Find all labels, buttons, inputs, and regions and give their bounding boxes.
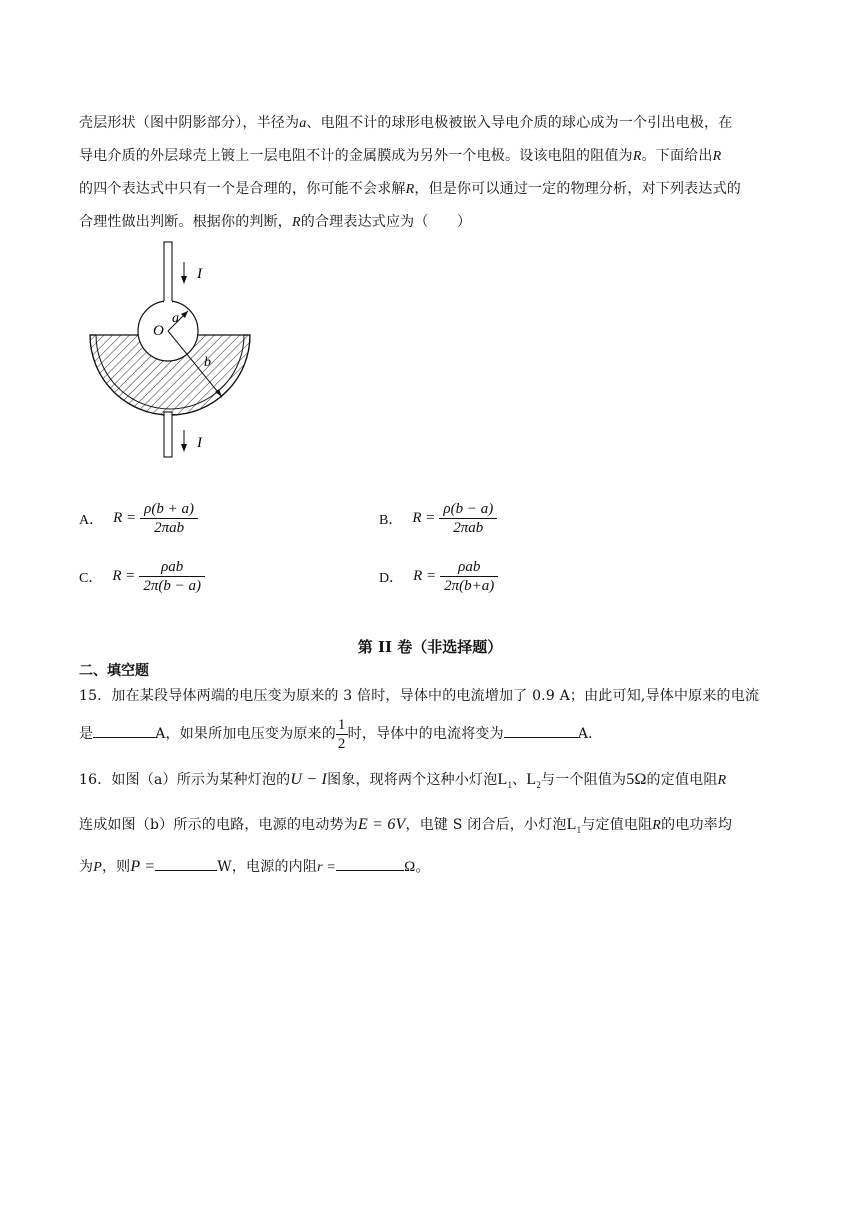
fraction-numerator: ρab <box>440 558 498 577</box>
fraction-numerator: ρ(b + a) <box>140 500 198 519</box>
q15-text: A． <box>577 726 603 742</box>
intro-text: 导电介质的外层球壳上镀上一层电阻不计的金属膜成为另外一个电极。设该电阻的阻值为 <box>79 148 633 164</box>
q16-text: 16．如图（a）所示为某种灯泡的 <box>79 772 291 788</box>
q16-text: 的定值电阻 <box>646 772 718 788</box>
var-R: R <box>292 215 301 230</box>
var-R: R <box>712 149 722 164</box>
intro-text: 、电阻不计的球形电极被嵌入导电介质的球心成为一个引出电极，在 <box>306 115 733 131</box>
bottom-lead <box>164 412 172 457</box>
answer-blank[interactable] <box>93 723 155 738</box>
lamp-L2: L <box>526 771 537 788</box>
lamp-L1: L <box>566 816 577 833</box>
q15-text: 时，导体中的电流将变为 <box>347 726 504 742</box>
fraction-denominator: 2πab <box>154 520 185 536</box>
fraction-denominator: 2πab <box>453 520 484 536</box>
intro-text: 的合理表达式应为（ ） <box>300 214 472 230</box>
intro-line-4 <box>79 212 471 233</box>
label-b: b <box>204 355 211 370</box>
answer-blank[interactable] <box>155 856 217 871</box>
option-label: C． <box>79 570 103 586</box>
q16-text: W，电源的内阻 <box>217 859 318 875</box>
q15-line-1 <box>79 686 759 706</box>
lamp-subscript: 1 <box>507 779 513 790</box>
lamp-subscript: 2 <box>536 779 542 790</box>
q16-text: 的电功率均 <box>661 817 733 833</box>
option-lhs: R = <box>412 510 436 526</box>
q15-line-2 <box>79 712 602 756</box>
var-R: R <box>717 773 727 788</box>
q15-text: 15．加在某段导体两端的电压变为原来的 3 倍时，导体中的电流增加了 0.9 A；由此可知,导体中原来的电流 <box>79 688 760 704</box>
var-P-eq: P = <box>130 858 156 875</box>
option-fraction <box>440 558 498 595</box>
q15-text: 是 <box>79 726 94 742</box>
option-label: A． <box>79 512 104 528</box>
var-P: P <box>93 860 102 875</box>
q16-text: 、 <box>512 772 527 788</box>
answer-blank[interactable] <box>336 856 404 871</box>
answer-blank[interactable] <box>504 723 578 738</box>
q16-line-3 <box>79 856 431 878</box>
intro-text: 合理性做出判断。根据你的判断， <box>79 214 292 230</box>
label-a: a <box>172 311 179 326</box>
q16-text: 连成如图（b）所示的电路，电源的电动势为 <box>79 817 358 833</box>
intro-line-1 <box>79 113 732 134</box>
lamp-subscript: 1 <box>576 824 582 835</box>
option-a[interactable] <box>79 500 198 537</box>
top-lead <box>164 242 172 302</box>
lamp-L1: L <box>497 771 508 788</box>
q16-text: 与一个阻值为 <box>541 772 627 788</box>
option-d[interactable] <box>379 558 498 595</box>
var-R: R <box>652 818 662 833</box>
subheading: 二、填空题 <box>79 663 149 679</box>
intro-text: 的四个表达式中只有一个是合理的，你可能不会求解 <box>79 181 406 197</box>
intro-line-3 <box>79 179 741 200</box>
option-lhs: R = <box>112 568 136 584</box>
fraction-denominator: 2π(b+a) <box>444 578 495 594</box>
hemisphere-electrode-figure <box>80 240 270 462</box>
q16-text: 为 <box>79 859 94 875</box>
intro-text: ，但是你可以通过一定的物理分析，对下列表达式的 <box>414 181 741 197</box>
q16-line-1 <box>79 770 726 795</box>
fraction-denominator: 2 <box>337 735 346 752</box>
option-b[interactable] <box>379 500 497 537</box>
q16-line-2 <box>79 815 732 840</box>
emf-value: E = 6V <box>357 816 406 833</box>
option-fraction <box>139 558 205 595</box>
q15-text: A，如果所加电压变为原来的 <box>155 726 336 742</box>
q16-text: ，电键 S 闭合后，小灯泡 <box>405 817 567 833</box>
intro-text: 壳层形状（图中阴影部分），半径为 <box>79 115 300 131</box>
q16-text: Ω。 <box>404 859 431 875</box>
one-half-fraction <box>336 716 348 753</box>
label-I-bottom: I <box>197 435 202 451</box>
option-c[interactable] <box>79 558 205 595</box>
q16-text: ，则 <box>101 859 131 875</box>
resistance-value: 5Ω <box>626 771 647 788</box>
ui-symbol: U − I <box>290 771 328 788</box>
option-lhs: R = <box>413 568 437 584</box>
var-a: a <box>299 116 307 131</box>
var-r-eq: r = <box>317 860 337 875</box>
var-R: R <box>405 182 415 197</box>
option-fraction <box>439 500 497 537</box>
option-label: B． <box>379 512 403 528</box>
label-I-top: I <box>197 266 202 282</box>
option-fraction <box>140 500 198 537</box>
fraction-numerator: ρab <box>139 558 205 577</box>
option-lhs: R = <box>113 510 137 526</box>
fraction-denominator: 2π(b − a) <box>143 578 202 594</box>
option-label: D． <box>379 570 404 586</box>
q16-text: 图象，现将两个这种小灯泡 <box>327 772 498 788</box>
intro-text: 。下面给出 <box>641 148 713 164</box>
q16-text: 与定值电阻 <box>581 817 653 833</box>
section-title: 第 II 卷（非选择题） <box>357 638 503 656</box>
fraction-numerator: 1 <box>337 716 346 733</box>
var-R: R <box>632 149 642 164</box>
fraction-numerator: ρ(b − a) <box>439 500 497 519</box>
label-O: O <box>153 323 164 339</box>
intro-line-2 <box>79 146 721 167</box>
